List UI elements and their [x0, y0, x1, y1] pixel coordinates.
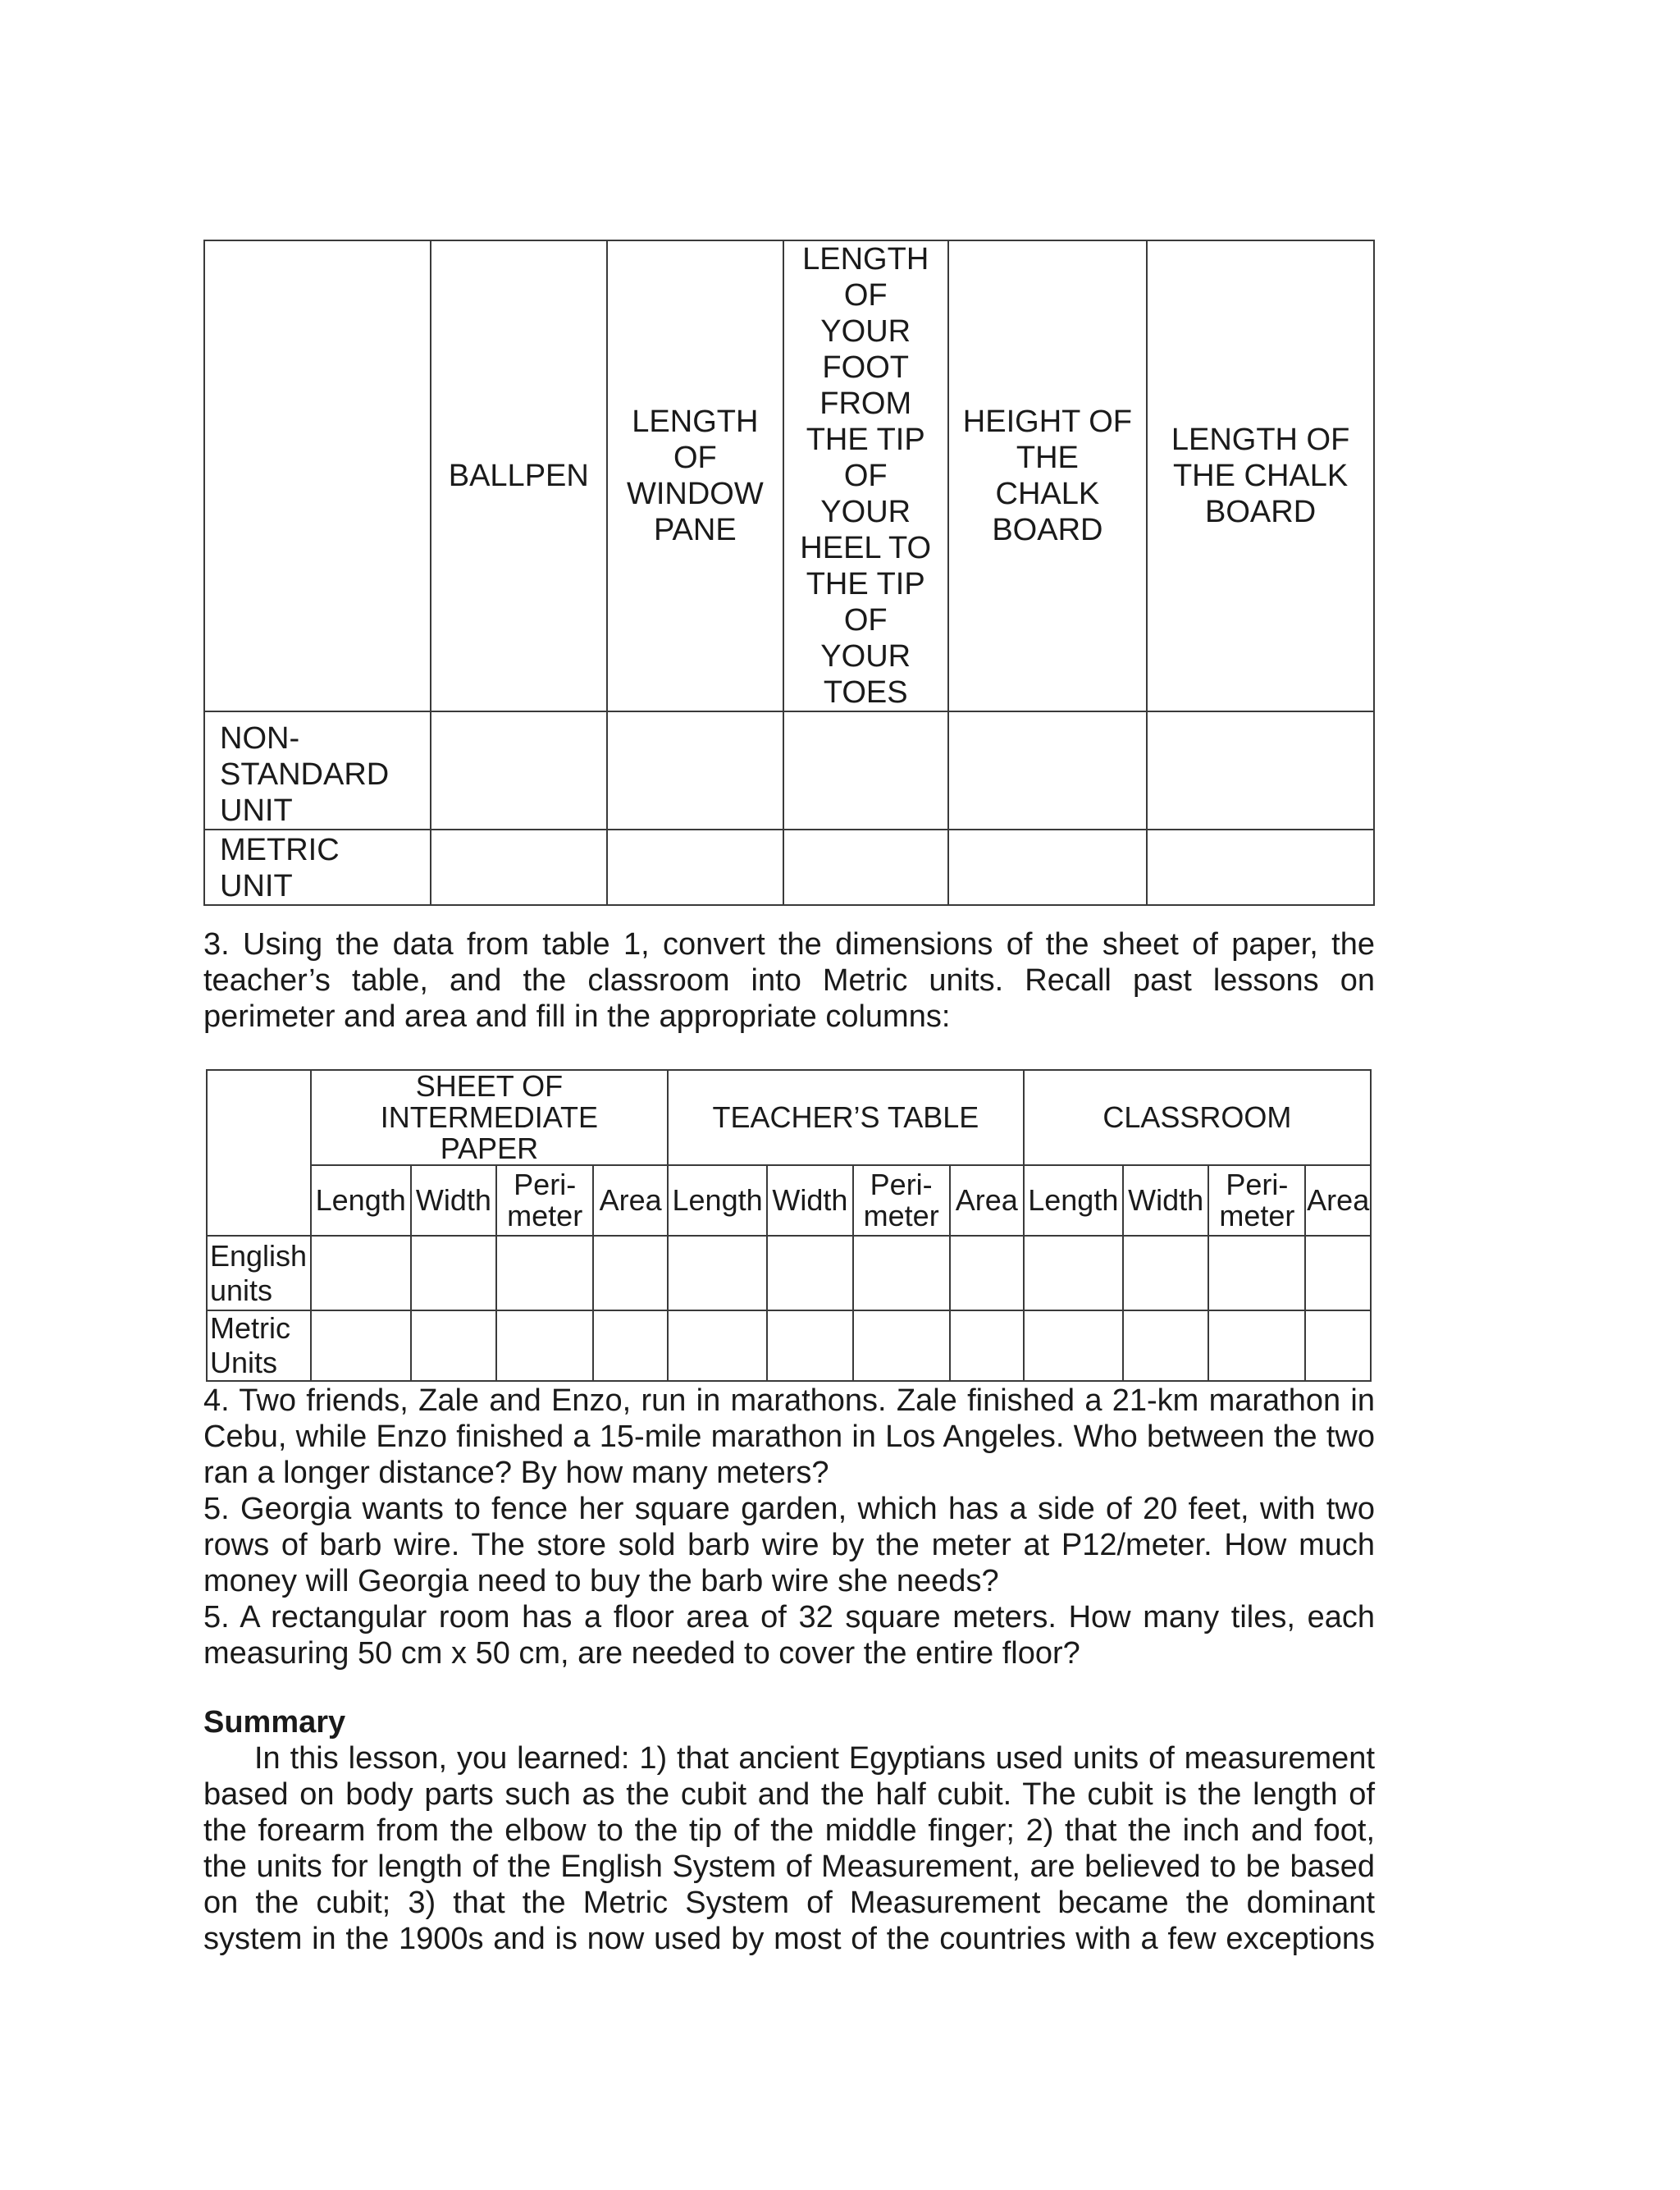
- table-cell: [668, 1310, 767, 1381]
- table-header-cell: LENGTH OF WINDOW PANE: [607, 240, 783, 711]
- table-cell: [1123, 1236, 1209, 1310]
- table-cell: [948, 711, 1148, 830]
- question-3: 3. Using the data from table 1, convert the dimensions of the sheet of paper, the teacher’s table, and the classroom into Metric units. Recall past lessons on perimeter and area and fill in the appropriate columns:: [203, 927, 1375, 1034]
- table-cell: [593, 1236, 668, 1310]
- table-row: [204, 711, 1374, 830]
- table-cell: [948, 830, 1148, 905]
- row-label: Metric Units: [207, 1310, 311, 1381]
- subheader-cell: Length: [1024, 1165, 1123, 1236]
- subheader-cell: Peri-meter: [853, 1165, 950, 1236]
- subheader-cell: Width: [767, 1165, 853, 1236]
- table-header-cell: BALLPEN: [431, 240, 607, 711]
- table-cell: [783, 711, 948, 830]
- table-cell: [1024, 1310, 1123, 1381]
- table-cell: [950, 1310, 1024, 1381]
- table-cell: [1305, 1236, 1371, 1310]
- table-cell: [607, 830, 783, 905]
- subheader-cell: Peri-meter: [1208, 1165, 1305, 1236]
- table-cell: [311, 1236, 411, 1310]
- table-header-cell: HEIGHT OF THE CHALK BOARD: [948, 240, 1148, 711]
- table-header-row: [204, 240, 1374, 711]
- table-header-cell: LENGTH OF THE CHALK BOARD: [1147, 240, 1374, 711]
- subheader-row: [207, 1165, 1371, 1236]
- row-label: English units: [207, 1236, 311, 1310]
- group-header: CLASSROOM: [1024, 1070, 1371, 1165]
- question-5b: 5. A rectangular room has a floor area of 32 square meters. How many tiles, each measuring 50 cm x 50 cm, are needed to cover the entire floor?: [203, 1600, 1375, 1671]
- table-corner-cell: [207, 1070, 311, 1236]
- table-cell: [1024, 1236, 1123, 1310]
- table-row: [204, 830, 1374, 905]
- subheader-cell: Area: [950, 1165, 1024, 1236]
- table-cell: [1305, 1310, 1371, 1381]
- table-cell: [496, 1236, 593, 1310]
- group-header: SHEET OF INTERMEDIATE PAPER: [311, 1070, 668, 1165]
- table-cell: [950, 1236, 1024, 1310]
- subheader-cell: Area: [1305, 1165, 1371, 1236]
- measurement-table: [203, 240, 1375, 906]
- table-row: [207, 1310, 1371, 1381]
- table-cell: [1147, 711, 1374, 830]
- group-header-row: [207, 1070, 1371, 1165]
- table-cell: [496, 1310, 593, 1381]
- table-header-cell: LENGTH OF YOUR FOOT FROM THE TIP OF YOUR HEEL TO THE TIP OF YOUR TOES: [783, 240, 948, 711]
- table-cell: [411, 1236, 497, 1310]
- table-cell: [1208, 1310, 1305, 1381]
- table-cell: [593, 1310, 668, 1381]
- table-cell: [783, 830, 948, 905]
- subheader-cell: Peri-meter: [496, 1165, 593, 1236]
- table-cell: [431, 711, 607, 830]
- table-cell: [431, 830, 607, 905]
- group-header: TEACHER’S TABLE: [668, 1070, 1024, 1165]
- summary-title: [203, 1704, 1375, 1740]
- row-label: METRIC UNIT: [204, 830, 431, 905]
- subheader-cell: Width: [1123, 1165, 1209, 1236]
- summary-heading: Summary: [203, 1705, 346, 1740]
- table-cell: [1147, 830, 1374, 905]
- conversion-table: [206, 1069, 1372, 1382]
- subheader-cell: Length: [668, 1165, 767, 1236]
- table-header-cell: [204, 240, 431, 711]
- table-cell: [1123, 1310, 1209, 1381]
- table-cell: [853, 1310, 950, 1381]
- question-5a: 5. Georgia wants to fence her square garden, which has a side of 20 feet, with two rows of barb wire. The store sold barb wire by the meter at P12/meter. How much money will Georgia need to buy the barb wire she needs?: [203, 1492, 1375, 1598]
- row-label: NON-STANDARD UNIT: [204, 711, 431, 830]
- summary-text: In this lesson, you learned: 1) that ancient Egyptians used units of measurement based on body parts such as the cubit and the half cubit. The cubit is the length of the forearm from the elbow to the tip of the middle finger; 2) that the inch and foot, the units for length of the English System of Measurement, are believed to be based on the cubit; 3) that the Metric System of Measurement became the dominant system in the 1900s and is now used by most of the countries with a few exceptions: [203, 1741, 1375, 1956]
- table-cell: [668, 1236, 767, 1310]
- table-row: [207, 1236, 1371, 1310]
- table-cell: [411, 1310, 497, 1381]
- table-cell: [311, 1310, 411, 1381]
- subheader-cell: Area: [593, 1165, 668, 1236]
- table-cell: [767, 1236, 853, 1310]
- table-cell: [853, 1236, 950, 1310]
- table-cell: [607, 711, 783, 830]
- table-cell: [1208, 1236, 1305, 1310]
- subheader-cell: Length: [311, 1165, 411, 1236]
- question-4: 4. Two friends, Zale and Enzo, run in marathons. Zale finished a 21-km marathon in Cebu, while Enzo finished a 15-mile marathon in Los Angeles. Who between the two ran a longer distance? By how many meters?: [203, 1383, 1375, 1490]
- subheader-cell: Width: [411, 1165, 497, 1236]
- table-cell: [767, 1310, 853, 1381]
